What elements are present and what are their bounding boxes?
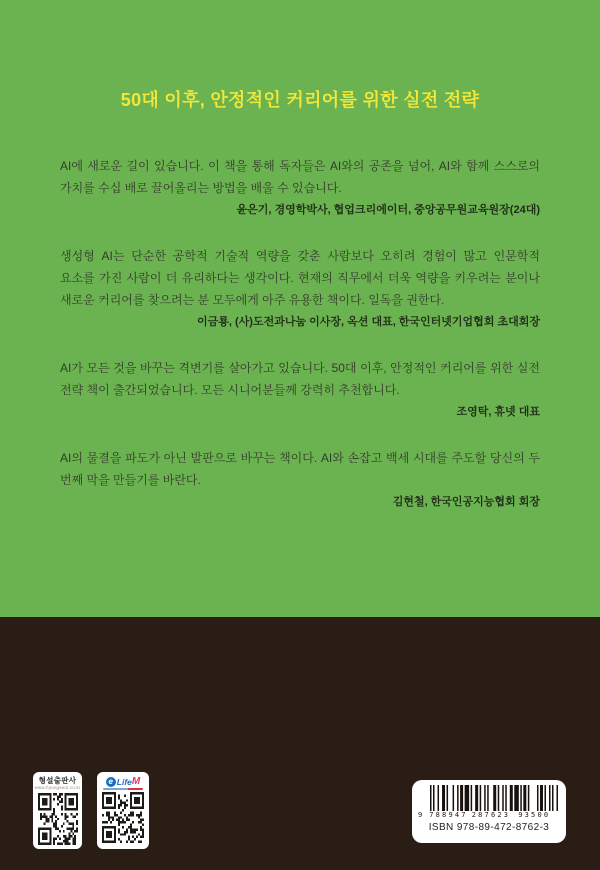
ean-addon: 93500 [518,811,551,819]
barcode-digits [416,811,562,820]
endorsement-quote [60,357,540,423]
quote-text: AI가 모든 것을 바꾸는 격변기를 살아가고 있습니다. 50대 이후, 안정적인 커리어를 위한 실전 전략 책이 출간되었습니다. 모든 시니어분들께 강력히 추천합니다. [60,361,540,397]
page-title: 50대 이후, 안정적인 커리어를 위한 실전 전략 [120,90,480,110]
elifem-tagline [103,788,143,790]
elifem-logo [106,776,140,787]
quote-text: AI에 새로운 길이 있습니다. 이 책을 통해 독자들은 AI와의 공존을 넘어, AI와 함께 스스로의 가치를 수십 배로 끌어올리는 방법을 배울 수 있습니다. [60,159,540,195]
publisher-name: 형설출판사 [38,776,77,785]
elifem-logo-m: M [131,776,141,787]
endorsement-quote [60,155,540,221]
endorsement-list [60,155,540,513]
ean-group2: 287623 [471,811,511,819]
quote-text: 생성형 AI는 단순한 공학적 기술적 역량을 갖춘 사람보다 오히려 경험이 많고 인문학적 요소를 가진 사람이 더 유리하다는 생각이다. 현재의 직무에서 더욱 역량을 키우려는 분이나 새로운 커리어를 찾으려는 분 모두에게 아주 유용한 책이다. 일독을 권한다. [60,249,540,307]
ean-group1: 788947 [429,811,468,819]
publisher-url: www.hyungseul.co.kr [34,785,81,790]
isbn-barcode [412,780,566,843]
elifem-logo-life: Life [116,776,132,787]
footer-section [0,617,600,870]
quote-attribution: 김현철, 한국인공지능협회 회장 [392,496,540,508]
endorsement-quote [60,245,540,333]
qr-code-icon [102,792,144,843]
elifem-logo-e: e [106,777,116,787]
ean-first-digit: 9 [418,811,423,819]
quote-text: AI의 물결을 파도가 아닌 발판으로 바꾸는 책이다. AI와 손잡고 백세 시대를 주도할 당신의 두 번째 막을 만들기를 바란다. [60,451,540,487]
elifem-qr-badge [97,772,149,849]
isbn-label: ISBN 978-89-472-8762-3 [428,822,550,833]
endorsement-quote [60,447,540,513]
qr-code-icon [38,793,78,845]
quote-attribution: 윤은기, 경영학박사, 협업크리에이터, 중앙공무원교육원장(24대) [236,204,540,216]
publisher-qr-badge [33,772,82,849]
quote-attribution: 이금룡, (사)도전과나눔 이사장, 옥션 대표, 한국인터넷기업협회 초대회장 [197,316,540,328]
quote-attribution: 조영탁, 휴넷 대표 [456,406,540,418]
barcode-bars-icon [430,785,558,811]
